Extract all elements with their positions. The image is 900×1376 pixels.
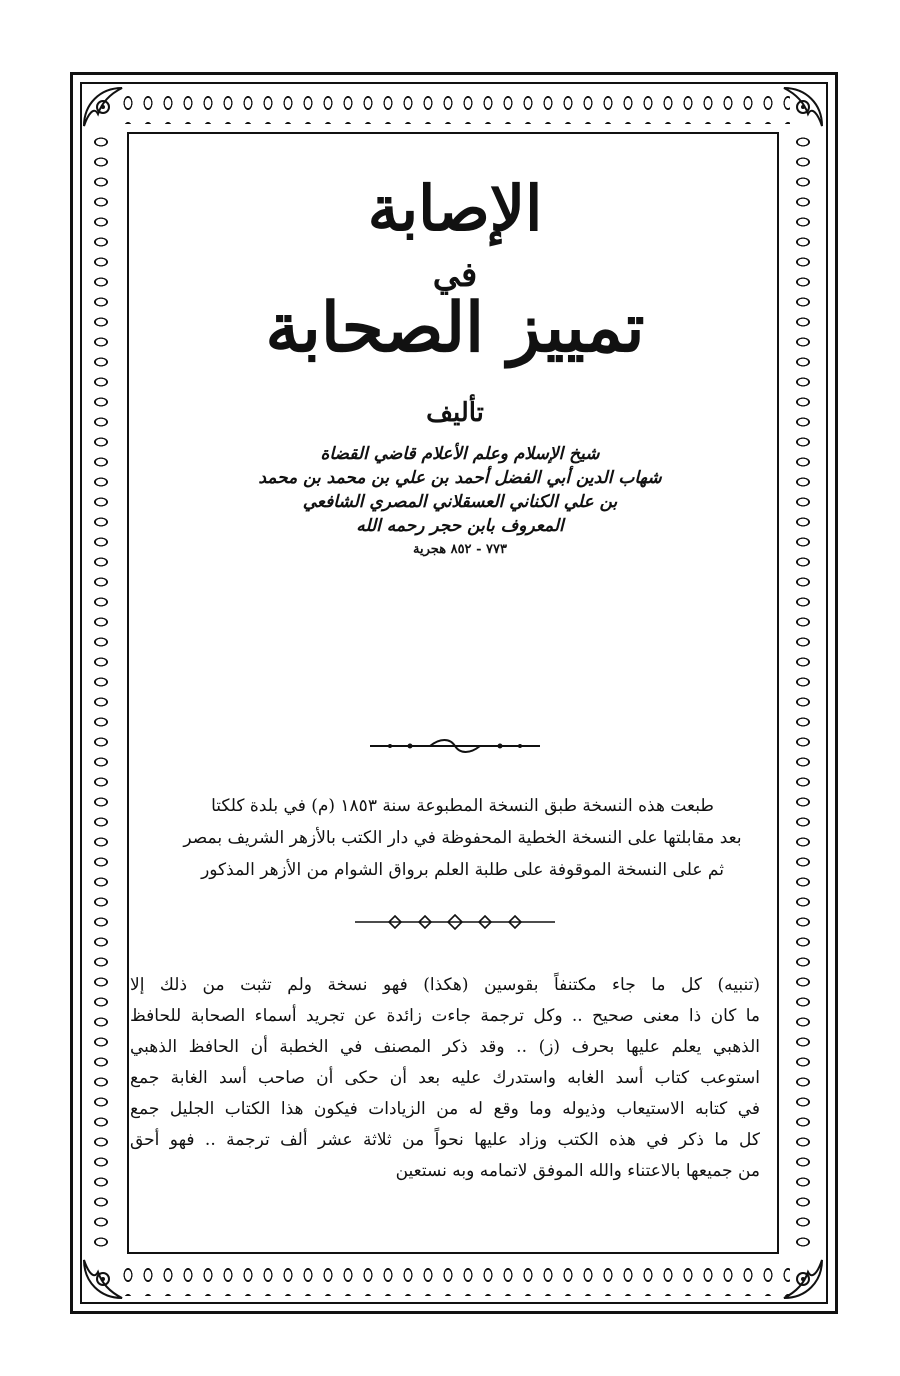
corner-ornament-icon [780, 1256, 826, 1302]
right-ornament-band [786, 132, 820, 1254]
border-rule [80, 82, 82, 1304]
title-line-3: تمييز الصحابة [265, 288, 645, 368]
author-dates: ٧٧٣ - ٨٥٢ هجرية [413, 542, 507, 557]
title-line-2: في [432, 255, 478, 295]
publication-note [170, 790, 755, 886]
note-line: بعد مقابلتها على النسخة الخطية المحفوظة في دار الكتب بالأزهر الشريف بمصر [183, 828, 742, 848]
author-line: شيخ الإسلام وعلم الأعلام قاضي القضاة [320, 444, 600, 464]
note-line: طبعت هذه النسخة طبق النسخة المطبوعة سنة ١٨٥٣ (م) في بلدة كلكتا [211, 796, 714, 816]
top-ornament-band [118, 90, 790, 124]
border-rule [826, 82, 828, 1304]
notice-line: في كتابه الاستيعاب وذيوله وما وقع له من الزيادات فيكون هذا الكتاب الجليل جمع [130, 1099, 760, 1119]
author-block [200, 442, 720, 562]
ornamental-divider [370, 738, 540, 754]
notice-line: ما كان ذا معنى صحيح .. وكل ترجمة جاءت زائدة عن تجريد أسماء الصحابة للحافظ [130, 1006, 760, 1026]
border-rule [80, 82, 828, 84]
author-line: المعروف بابن حجر رحمه الله [356, 516, 564, 536]
author-line: شهاب الدين أبي الفضل أحمد بن علي بن محمد بن محمد [258, 468, 662, 488]
notice-paragraph [130, 970, 760, 1187]
border-rule [80, 1302, 828, 1304]
note-line: ثم على النسخة الموقوفة على طلبة العلم برواق الشوام من الأزهر المذكور [201, 860, 724, 880]
bottom-ornament-band [118, 1262, 790, 1296]
corner-ornament-icon [780, 84, 826, 130]
notice-line: استوعب كتاب أسد الغابه واستدرك عليه بعد أن حكى أن صاحب أسد الغابة جمع [130, 1068, 760, 1088]
corner-ornament-icon [80, 1256, 126, 1302]
left-ornament-band [84, 132, 118, 1254]
notice-line: الذهبي يعلم عليها بحرف (ز) .. وقد ذكر المصنف في الخطبة أن الحافظ الذهبي [130, 1037, 760, 1057]
corner-ornament-icon [80, 84, 126, 130]
author-line: بن علي الكناني العسقلاني المصري الشافعي [302, 492, 618, 512]
notice-line: كل ما ذكر في هذه الكتب وزاد عليها نحواً من ثلاثة عشر ألف ترجمة .. فهو أحق [130, 1130, 760, 1150]
notice-line: من جميعها بالاعتناء والله الموفق لاتمامه وبه نستعين [395, 1161, 760, 1181]
ornamental-divider [355, 914, 555, 930]
notice-line: (تنبيه) كل ما جاء مكتنفاً بقوسين (هكذا) فهو نسخة ولم تثبت من ذلك إلا [130, 975, 760, 995]
author-label: تأليف [426, 398, 484, 428]
title-line-1: الإصابة [367, 172, 543, 245]
